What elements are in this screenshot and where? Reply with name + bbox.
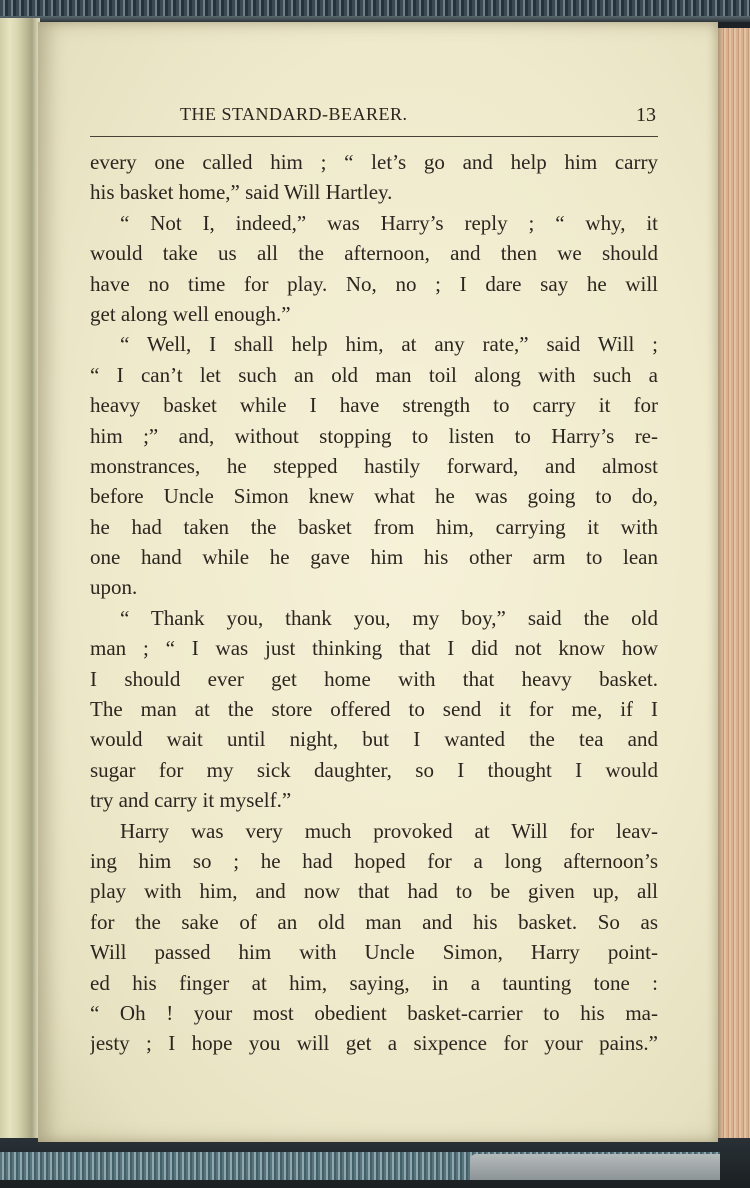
page-edges-right <box>716 28 750 1158</box>
text-line: man ; “ I was just thinking that I did not know how <box>90 636 658 661</box>
text-line: would take us all the afternoon, and then we should <box>90 241 658 266</box>
text-line: The man at the store offered to send it for me, if I <box>90 697 658 722</box>
text-line: “ Oh ! your most obedient basket-carrier to his ma- <box>90 1000 658 1025</box>
text-line: ed his finger at him, saying, in a taunting tone : <box>90 970 658 995</box>
text-line: he had taken the basket from him, carrying it with <box>90 514 658 539</box>
running-head-title: THE STANDARD-BEARER. <box>180 104 408 124</box>
text-line: upon. <box>90 575 138 600</box>
text-line: have no time for play. No, no ; I dare say he will <box>90 271 658 296</box>
text-line: Will passed him with Uncle Simon, Harry point- <box>90 940 658 965</box>
text-line: monstrances, he stepped hastily forward, and almost <box>90 453 658 478</box>
text-line: “ I can’t let such an old man toil along with such a <box>90 362 658 387</box>
text-line: would wait until night, but I wanted the tea and <box>90 727 658 752</box>
book-binding-top <box>0 0 750 22</box>
text-line: “ Well, I shall help him, at any rate,” said Will ; <box>120 332 658 357</box>
text-line: Harry was very much provoked at Will for leav- <box>120 818 658 843</box>
page-content <box>90 102 658 1059</box>
text-line: ing him so ; he had hoped for a long afternoon’s <box>90 848 658 873</box>
book-cloth-patch <box>470 1154 720 1180</box>
text-line: every one called him ; “ let’s go and help him carry <box>90 150 658 174</box>
text-line: “ Not I, indeed,” was Harry’s reply ; “ why, it <box>120 210 658 235</box>
text-line: one hand while he gave him his other arm to lean <box>90 545 658 570</box>
body-text <box>90 147 658 1059</box>
text-line: before Uncle Simon knew what he was going to do, <box>90 484 658 509</box>
text-line: jesty ; I hope you will get a sixpence for your pains.” <box>90 1031 658 1056</box>
text-line: his basket home,” said Will Hartley. <box>90 180 393 205</box>
text-line: “ Thank you, thank you, my boy,” said the old <box>120 605 658 630</box>
text-line: try and carry it myself.” <box>90 788 292 813</box>
text-line: him ;” and, without stopping to listen to Harry’s re- <box>90 423 658 448</box>
text-line: I should ever get home with that heavy basket. <box>90 666 658 691</box>
text-line: play with him, and now that had to be given up, all <box>90 879 658 904</box>
page-number: 13 <box>636 104 656 126</box>
text-line: get along well enough.” <box>90 301 291 326</box>
text-line: sugar for my sick daughter, so I thought I would <box>90 757 658 782</box>
text-line: heavy basket while I have strength to carry it for <box>90 393 658 418</box>
text-line: for the sake of an old man and his basket. So as <box>90 909 658 934</box>
book-page <box>38 22 718 1142</box>
page-edges-left <box>0 18 40 1148</box>
running-head <box>90 102 658 137</box>
